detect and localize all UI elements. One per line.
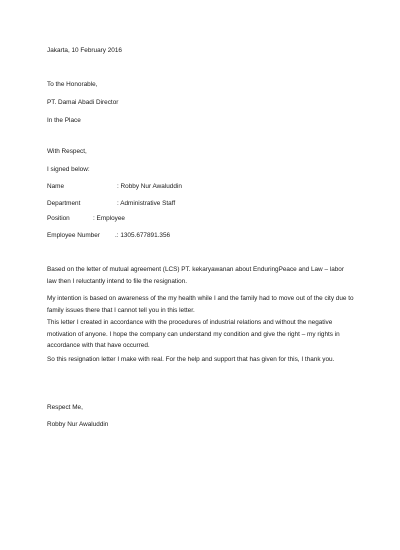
body-paragraph-1: Based on the letter of mutual agreement (LCS) PT. kekaryawanan about EnduringPeace and Law – labor law then I reluctantly intend to file the resignation. <box>47 266 344 285</box>
recipient-place: In the Place <box>47 117 81 124</box>
body-paragraph-4: So this resignation letter I make with real. For the help and support that has given for this, I thank you. <box>47 356 335 363</box>
body-paragraph-2: My intention is based on awareness of the my health while I and the family had to move out of the city due to family issues there that I cannot tell you in this letter. <box>47 295 354 314</box>
field-value-name: : Robby Nur Awaluddin <box>117 183 182 190</box>
greeting: With Respect, <box>47 148 87 155</box>
date-line: Jakarta, 10 February 2016 <box>47 47 122 54</box>
closing-line: Respect Me, <box>47 404 83 411</box>
recipient-name: PT. Damai Abadi Director <box>47 99 119 106</box>
signed-below-line: I signed below: <box>47 166 90 173</box>
field-value-employee-number: .: 1305.677891.356 <box>115 232 171 239</box>
field-label-position: Position <box>47 215 70 222</box>
field-label-employee-number: Employee Number <box>47 232 100 239</box>
field-value-position: : Employee <box>93 215 125 222</box>
field-value-department: : Administrative Staff <box>117 200 176 207</box>
signature-name: Robby Nur Awaluddin <box>47 421 109 428</box>
field-label-department: Department <box>47 200 81 207</box>
field-label-name: Name <box>47 183 65 190</box>
recipient-salutation: To the Honorable, <box>47 81 98 88</box>
body-paragraph-3: This letter I created in accordance with the procedures of industrial relations and without the negative motivation of anyone. I hope the company can understand my condition and give the right – my rights in accordance with that have occurred. <box>47 319 340 349</box>
